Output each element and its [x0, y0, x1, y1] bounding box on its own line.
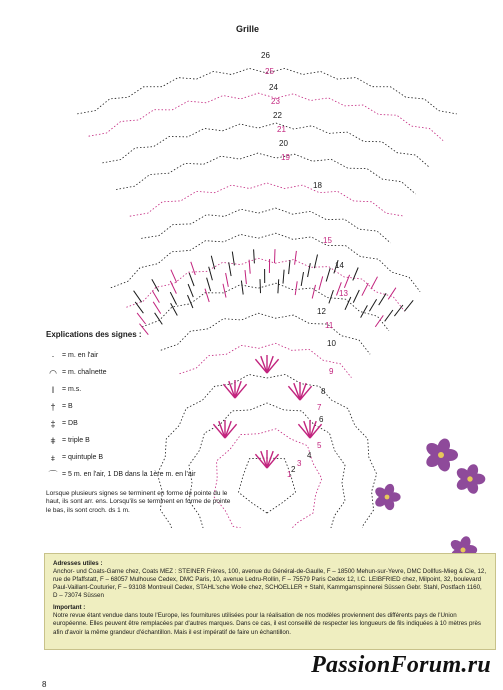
legend-item	[46, 467, 231, 484]
row-number: 26	[261, 51, 270, 60]
treble-stitch	[229, 262, 231, 276]
row-number: 18	[313, 181, 322, 190]
petal-stitch	[235, 381, 241, 398]
treble-stitch	[223, 284, 226, 298]
picot-icon: ⌒	[48, 469, 58, 480]
row-number: 3	[297, 459, 302, 468]
legend-item	[46, 450, 231, 467]
treble-stitch	[326, 268, 330, 281]
legend-item	[46, 433, 231, 450]
treble-stitch	[188, 284, 193, 297]
row-number: 6	[319, 415, 324, 424]
treble-stitch	[295, 251, 297, 265]
legend-text: = DB	[62, 420, 78, 428]
row-number: 13	[339, 289, 348, 298]
row-number: 10	[327, 339, 336, 348]
treble-stitch	[275, 249, 276, 263]
legend-text: = m.s.	[62, 386, 82, 394]
slip-stitch-icon: ◠	[49, 367, 57, 378]
legend-item	[46, 416, 231, 433]
row-number: 5	[317, 441, 322, 450]
treble-stitch	[241, 281, 243, 295]
quintuple-treble-icon: ⧧	[50, 452, 56, 463]
treble-stitch	[170, 292, 176, 305]
treble-stitch	[153, 302, 161, 314]
stitch-round	[102, 123, 429, 167]
treble-stitch	[207, 278, 211, 291]
treble-stitch	[189, 273, 194, 286]
flower-center	[438, 452, 444, 458]
row-number: 7	[317, 403, 322, 412]
petal-stitch	[294, 383, 300, 400]
row-number: 24	[269, 83, 278, 92]
petal-stitch	[310, 424, 322, 438]
legend-item	[46, 382, 231, 399]
stitch-round	[126, 258, 404, 311]
treble-stitch	[226, 273, 229, 287]
treble-stitch	[379, 293, 386, 305]
row-number: 20	[279, 139, 288, 148]
petal-stitch	[261, 451, 267, 468]
petal-stitch	[261, 356, 267, 373]
treble-stitch	[211, 256, 214, 270]
treble-stitch	[135, 302, 143, 313]
treble-stitch	[188, 295, 193, 308]
treble-stitch	[308, 263, 311, 277]
flower-center	[461, 548, 466, 553]
row-number: 14	[335, 261, 344, 270]
row-number: 15	[323, 236, 332, 245]
flower-center	[467, 476, 472, 481]
treble-stitch	[205, 289, 209, 302]
treble-stitch	[388, 288, 396, 300]
treble-stitch	[369, 299, 376, 311]
treble-stitch	[152, 279, 159, 291]
treble-stitch	[362, 283, 368, 296]
row-number: 22	[273, 111, 282, 120]
treble-stitch	[171, 303, 178, 315]
treble-stitch	[314, 255, 317, 269]
treble-stitch	[301, 272, 303, 286]
legend-text: = m. en l'air	[62, 352, 99, 360]
treble-stitch	[295, 281, 297, 295]
treble-stitch	[371, 277, 378, 289]
treble-stitch	[254, 249, 255, 263]
legend-text: = triple B	[62, 437, 90, 445]
treble-stitch	[329, 290, 334, 303]
stitch-round	[142, 283, 389, 331]
treble-stitch	[353, 290, 359, 303]
petal-stitch	[267, 454, 279, 468]
legend-text: = m. chaînette	[62, 369, 107, 377]
row-number: 2	[291, 465, 296, 474]
treble-stitch	[289, 260, 290, 274]
treble-icon: †	[50, 401, 56, 412]
treble-stitch	[361, 305, 368, 317]
important-heading: Important :	[53, 604, 86, 612]
treble-stitch	[394, 305, 403, 316]
flower-center	[385, 495, 390, 500]
important-text: Notre revue étant vendue dans toute l'Europe, les fournitures utilisées pour la réalisation de nos modèles proviennent des différents pays de l'Union européenne. Elles peuvent être remplacées par d'autres marques. Dans ce cas, il est conseillé de respecter les longueurs de fils indiquées à 10 mètres près afin d'avoir la même grandeur d'échantillon. Mais il est impératif de faire un échantillon.	[53, 612, 482, 636]
info-box	[44, 553, 496, 650]
row-number: 21	[277, 125, 286, 134]
treble-stitch	[137, 313, 146, 324]
addresses-text: Anchor- und Coats-Garne chez, Coats MEZ : STEINER Frères, 100, avenue du Général-de-Gaulle, F – 18500 Mehun-sur-Yevre, DMC Dollfus-Mieg & Cie, 12, rue de Pfaffstatt, F – 68057 Mulhouse Cedex, DMC Paris, 10, avenue Ledru-Rollin, F – 75579 Paris Cedex 12, I.C. LEIBFRIED chez, Milpoint, 32, boulevard Paul-Vaillant-Couturier, F – 93108 Montreuil Cedex, STAHL'sche Wolle chez, SCHOELLER + Stahl, Kammgarnspinnerei Süssen Gebr. Stahl, Postfach 1160, D – 73074 Süssen	[53, 568, 487, 600]
stitch-round	[116, 153, 416, 194]
flower-decoration	[371, 482, 403, 512]
row-number: 8	[321, 387, 326, 396]
petal-stitch	[267, 356, 273, 373]
legend-text: = quintuple B	[62, 454, 104, 462]
treble-stitch	[260, 279, 261, 293]
row-number: 25	[265, 67, 274, 76]
treble-stitch	[312, 285, 315, 299]
legend-text: = B	[62, 403, 73, 411]
treble-stitch	[283, 270, 284, 284]
legend-text: = 5 m. en l'air, 1 DB dans la 1ère m. en l'air	[62, 471, 196, 479]
addresses-heading: Adresses utiles :	[53, 560, 103, 567]
treble-stitch	[209, 267, 213, 281]
watermark: PassionForum.ru	[311, 652, 491, 678]
legend-note: Lorsque plusieurs signes se terminent en forme de pointe du le haut, ils sont arr. ens. Lorsqu'ils se terminent en forme de pointe le bas, ils sont croch. ds 1 m.	[46, 490, 231, 514]
treble-stitch	[245, 270, 246, 284]
legend-item	[46, 348, 231, 365]
row-number: 9	[329, 367, 334, 376]
treble-stitch	[152, 291, 159, 303]
double-treble-icon: ‡	[50, 418, 56, 429]
flower-decoration	[452, 462, 488, 496]
treble-stitch	[278, 279, 279, 293]
legend-heading: Explications des signes :	[46, 330, 142, 339]
legend	[46, 330, 231, 515]
treble-stitch	[319, 276, 323, 290]
petal-stitch	[300, 383, 306, 400]
stitch-round	[130, 183, 404, 216]
petal-stitch	[288, 386, 300, 400]
legend-item	[46, 399, 231, 416]
treble-stitch	[385, 310, 393, 321]
treble-stitch	[134, 291, 142, 303]
treble-stitch	[171, 270, 177, 283]
treble-stitch	[191, 262, 196, 275]
treble-stitch	[249, 260, 250, 274]
petal-stitch	[304, 421, 310, 438]
petal-stitch	[300, 386, 312, 400]
page-number: 8	[42, 680, 47, 689]
row-number: 23	[271, 97, 280, 106]
triple-treble-icon: ǂ	[50, 435, 56, 446]
stitch-round	[141, 208, 390, 243]
petal-stitch	[235, 384, 247, 398]
chain-icon: ·	[51, 350, 55, 361]
diagram-title: Grille	[236, 24, 260, 34]
treble-stitch	[405, 300, 414, 311]
stitch-round	[89, 93, 444, 141]
petal-stitch	[255, 359, 267, 373]
row-number: 4	[307, 451, 312, 460]
treble-stitch	[344, 275, 349, 288]
single-crochet-icon: I	[51, 384, 55, 395]
row-number: 12	[317, 307, 326, 316]
petal-stitch	[267, 451, 273, 468]
row-number: 11	[325, 321, 334, 330]
legend-item	[46, 365, 231, 382]
treble-stitch	[375, 315, 383, 327]
petal-stitch	[267, 359, 279, 373]
row-number: 1	[287, 470, 292, 479]
petal-stitch	[255, 454, 267, 468]
petal-stitch	[298, 424, 310, 438]
row-number: 19	[281, 153, 290, 162]
